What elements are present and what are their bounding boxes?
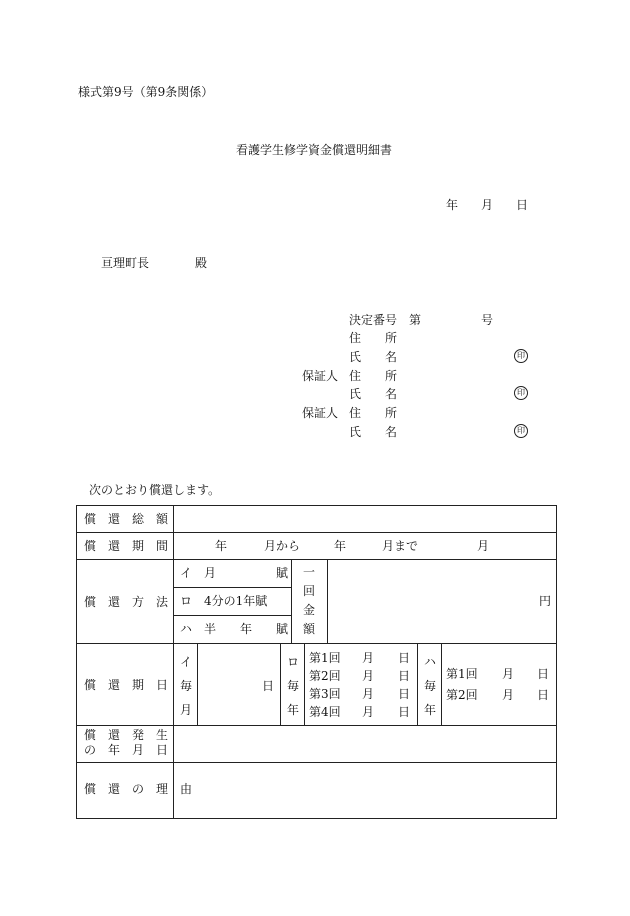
due-ro-day-2: 日 bbox=[398, 669, 411, 683]
guarantor2-seal: 印 bbox=[514, 424, 528, 438]
document-title: 看護学生修学資金償還明細書 bbox=[236, 143, 393, 157]
due-date-label: 償 還 期 日 bbox=[84, 678, 169, 692]
due-ro-char-3: 年 bbox=[287, 703, 300, 717]
repayment-method-label: 償 還 方 法 bbox=[84, 595, 169, 609]
repayment-reason-label: 償 還 の 理 由 bbox=[84, 782, 193, 796]
due-ro-char-1: ロ bbox=[287, 655, 300, 669]
due-ha-char-3: 年 bbox=[424, 703, 437, 717]
per-installment-char-1: 一 bbox=[303, 565, 316, 579]
period-end-year: 年 bbox=[334, 539, 347, 553]
period-months: 月 bbox=[477, 539, 490, 553]
due-ro-installment-4: 第4回 bbox=[309, 705, 341, 719]
addressee-honorific: 殿 bbox=[195, 256, 208, 270]
due-ha-char-2: 毎 bbox=[424, 679, 437, 693]
occurrence-date-label-2: の 年 月 日 bbox=[84, 743, 169, 757]
decision-number-suffix: 号 bbox=[481, 313, 494, 327]
per-installment-char-3: 金 bbox=[303, 603, 316, 617]
method-option-quarterly: ロ 4分の1年賦 bbox=[180, 594, 268, 608]
due-i-char-3: 月 bbox=[180, 703, 193, 717]
applicant-name-label: 氏 名 bbox=[349, 350, 398, 364]
due-ro-day-3: 日 bbox=[398, 687, 411, 701]
method-option-monthly: イ 月 賦 bbox=[180, 566, 289, 580]
due-ha-day-1: 日 bbox=[537, 667, 550, 681]
guarantor1-name-label: 氏 名 bbox=[349, 387, 398, 401]
method-option-semiannual: ハ 半 年 賦 bbox=[180, 622, 289, 636]
due-i-day: 日 bbox=[262, 679, 275, 693]
due-ro-installment-2: 第2回 bbox=[309, 669, 341, 683]
due-ha-installment-2: 第2回 bbox=[446, 688, 478, 702]
due-i-char-2: 毎 bbox=[180, 679, 193, 693]
applicant-address-label: 住 所 bbox=[349, 331, 398, 345]
per-installment-char-4: 額 bbox=[303, 622, 316, 636]
date-month: 月 bbox=[481, 198, 494, 212]
due-i-char-1: イ bbox=[180, 655, 193, 669]
per-installment-char-2: 回 bbox=[303, 584, 316, 598]
due-ha-char-1: ハ bbox=[424, 655, 437, 669]
due-ro-char-2: 毎 bbox=[287, 679, 300, 693]
due-ha-month-2: 月 bbox=[502, 688, 515, 702]
repayment-period-label: 償 還 期 間 bbox=[84, 539, 169, 553]
due-ro-day-4: 日 bbox=[398, 705, 411, 719]
due-ro-installment-3: 第3回 bbox=[309, 687, 341, 701]
period-end-month: 月まで bbox=[382, 539, 419, 553]
decision-number-label: 決定番号 bbox=[349, 313, 398, 327]
date-day: 日 bbox=[516, 198, 529, 212]
due-ro-month-2: 月 bbox=[362, 669, 375, 683]
applicant-seal: 印 bbox=[514, 349, 528, 363]
guarantor1-seal: 印 bbox=[514, 386, 528, 400]
repayment-total-label: 償 還 総 額 bbox=[84, 512, 169, 526]
due-ha-day-2: 日 bbox=[537, 688, 550, 702]
date-year: 年 bbox=[446, 198, 459, 212]
period-start-year: 年 bbox=[215, 539, 228, 553]
guarantor1-label: 保証人 bbox=[302, 369, 339, 383]
decision-number-prefix: 第 bbox=[409, 313, 422, 327]
due-ro-month-1: 月 bbox=[362, 651, 375, 665]
addressee-name: 亘理町長 bbox=[101, 256, 150, 270]
guarantor2-address-label: 住 所 bbox=[349, 406, 398, 420]
due-ro-day-1: 日 bbox=[398, 651, 411, 665]
due-ro-month-4: 月 bbox=[362, 705, 375, 719]
due-ro-month-3: 月 bbox=[362, 687, 375, 701]
due-ha-installment-1: 第1回 bbox=[446, 667, 478, 681]
occurrence-date-label-1: 償 還 発 生 bbox=[84, 728, 169, 742]
intro-text: 次のとおり償還します。 bbox=[89, 483, 221, 497]
due-ro-installment-1: 第1回 bbox=[309, 651, 341, 665]
guarantor2-name-label: 氏 名 bbox=[349, 425, 398, 439]
guarantor2-label: 保証人 bbox=[302, 406, 339, 420]
guarantor1-address-label: 住 所 bbox=[349, 369, 398, 383]
yen-unit: 円 bbox=[539, 594, 552, 608]
period-start-month: 月から bbox=[264, 539, 301, 553]
due-ha-month-1: 月 bbox=[502, 667, 515, 681]
form-reference: 様式第9号（第9条関係） bbox=[78, 85, 214, 99]
